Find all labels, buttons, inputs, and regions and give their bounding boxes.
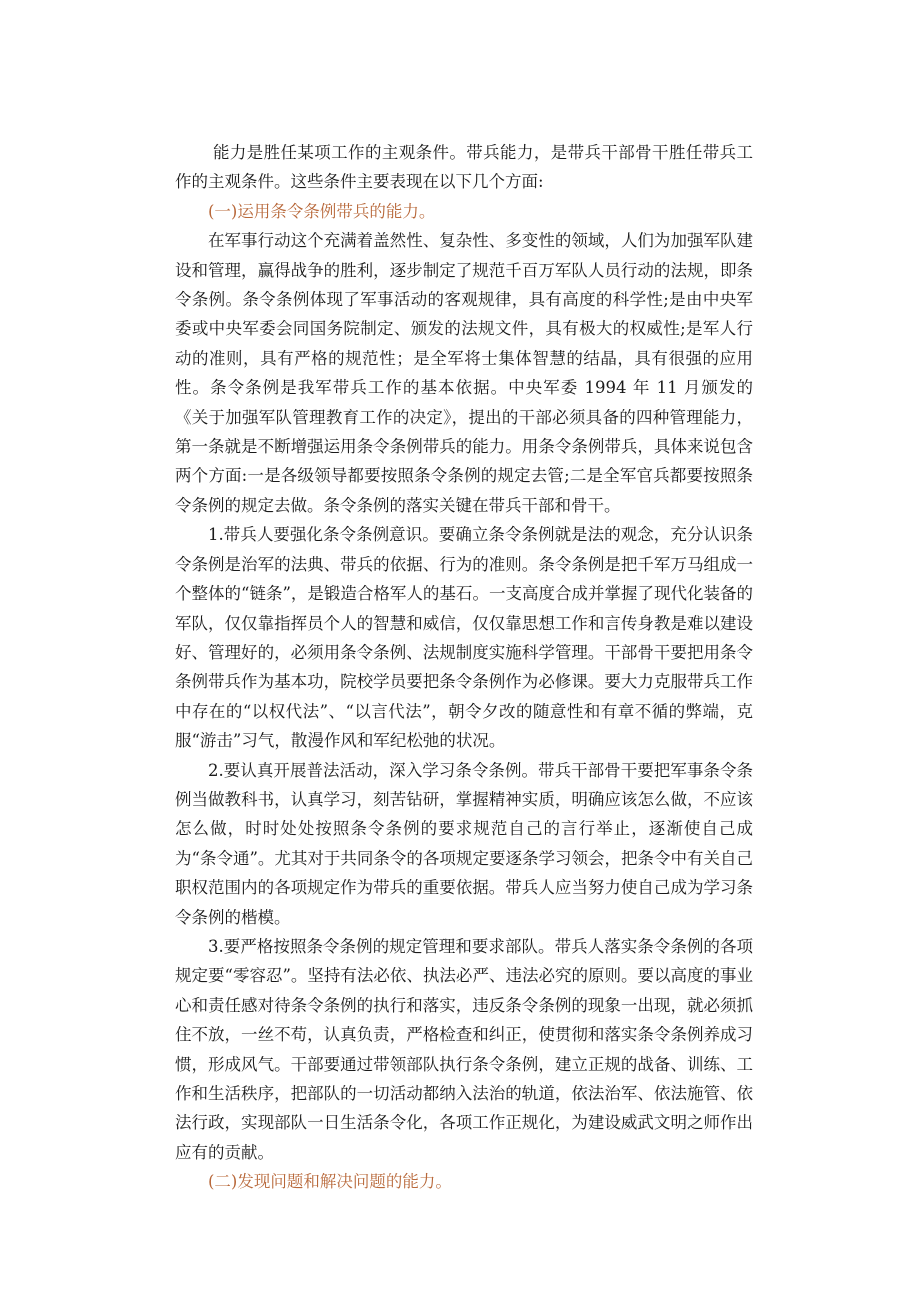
section-heading-2: (二)发现问题和解决问题的能力。 [208, 1172, 452, 1192]
body-paragraph: 在军事行动这个充满着盖然性、复杂性、多变性的领域，人们为加强军队建设和管理，赢得战争的胜利，逐步制定了规范千百万军队人员行动的法规，即条令条例。条令条例体现了军事活动的客观规律，具有高度的科学性;是由中央军委或中央军委会同国务院制定、颁发的法规文件，具有极大的权威性;是军人行动的准则，具有严格的规范性；是全军将士集体智慧的结晶，具有很强的应用性。条令条例是我军带兵工作的基本依据。中央军委 1994 年 11 月颁发的《关于加强军队管理教育工作的决定》，提出的干部必须具备的四种管理能力，第一条就是不断增强运用条令条例带兵的能力。用条令条例带兵，具体来说包含两个方面:一是各级领导都要按照条令条例的规定去管;二是全军官兵都要按照条令条例的规定去做。条令条例的落实关键在带兵干部和骨干。 [175, 231, 753, 515]
document-page [175, 138, 753, 1197]
section-heading-1: (一)运用条令条例带兵的能力。 [208, 201, 436, 221]
body-paragraph: 3.要严格按照条令条例的规定管理和要求部队。带兵人落实条令条例的各项规定要“零容忍”。坚持有法必依、执法必严、违法必究的原则。要以高度的事业心和责任感对待条令条例的执行和落实，违反条令条例的现象一出现，就必须抓住不放，一丝不苟，认真负责，严格检查和纠正，使贯彻和落实条令条例养成习惯，形成风气。干部要通过带领部队执行条令条例，建立正规的战备、训练、工作和生活秩序，把部队的一切活动都纳入法治的轨道，依法治军、依法施管、依法行政，实现部队一日生活条令化，各项工作正规化，为建设威武文明之师作出应有的贡献。 [175, 936, 753, 1162]
intro-paragraph: 能力是胜任某项工作的主观条件。带兵能力，是带兵干部骨干胜任带兵工作的主观条件。这些条件主要表现在以下几个方面: [175, 143, 753, 192]
body-paragraph: 1.带兵人要强化条令条例意识。要确立条令条例就是法的观念，充分认识条令条例是治军的法典、带兵的依据、行为的准则。条令条例是把千军万马组成一个整体的“链条”，是锻造合格军人的基石。一支高度合成并掌握了现代化装备的军队，仅仅靠指挥员个人的智慧和威信，仅仅靠思想工作和言传身教是难以建设好、管理好的，必须用条令条例、法规制度实施科学管理。干部骨干要把用条令条例带兵作为基本功，院校学员要把条令条例作为必修课。要大力克服带兵工作中存在的“以权代法”、“以言代法”，朝令夕改的随意性和有章不循的弊端，克服“游击”习气，散漫作风和军纪松弛的状况。 [175, 525, 753, 751]
body-paragraph: 2.要认真开展普法活动，深入学习条令条例。带兵干部骨干要把军事条令条例当做教科书，认真学习，刻苦钻研，掌握精神实质，明确应该怎么做，不应该怎么做，时时处处按照条令条例的要求规范自己的言行举止，逐渐使自己成为“条令通”。尤其对于共同条令的各项规定要逐条学习领会，把条令中有关自己职权范围内的各项规定作为带兵的重要依据。带兵人应当努力使自己成为学习条令条例的楷模。 [175, 760, 753, 927]
